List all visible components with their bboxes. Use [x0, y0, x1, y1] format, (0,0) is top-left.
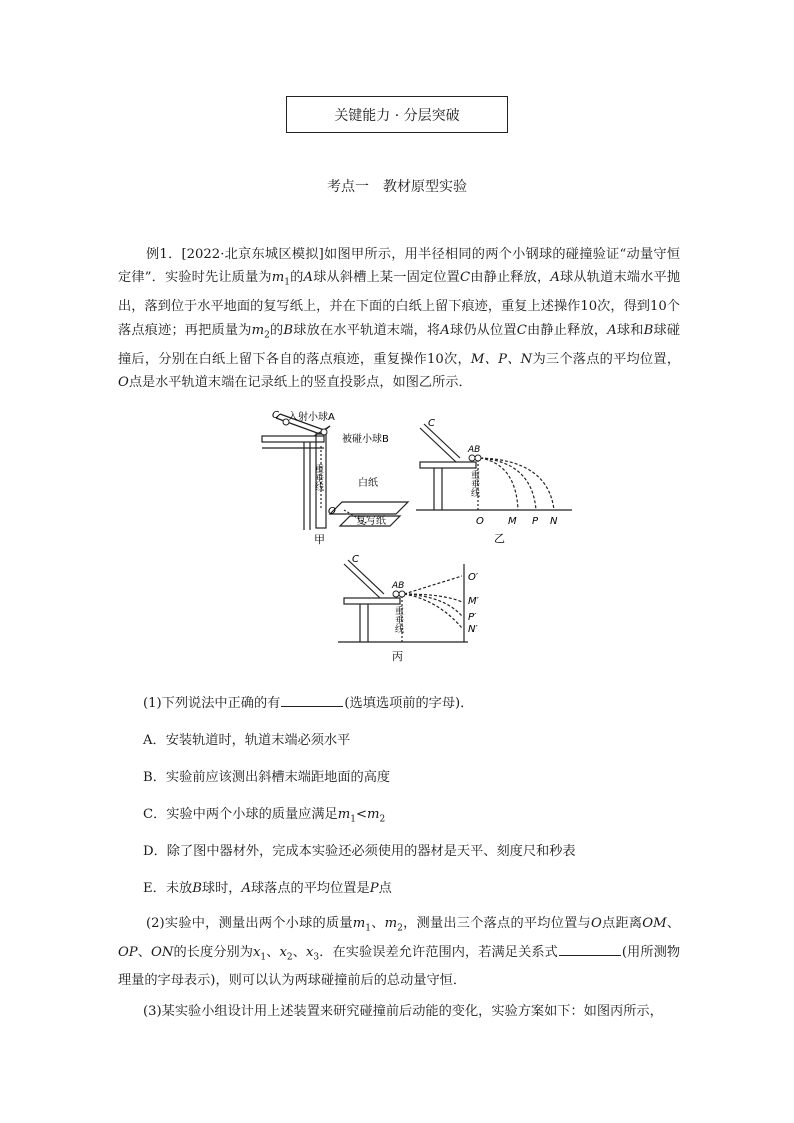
figure-yi [412, 414, 578, 544]
yi-label-c: C [428, 418, 435, 429]
q3-stem: (3)某实验小组设计用上述装置来研究碰撞前后动能的变化，实验方案如下：如图丙所示， [143, 1004, 663, 1019]
jia-label-white: 白纸 [358, 478, 378, 489]
bing-point-n: N′ [468, 624, 478, 635]
yi-point-m: M [508, 516, 517, 527]
jia-label-carbon: 复写纸 [356, 516, 386, 527]
bing-point-m: M′ [468, 596, 479, 607]
yi-point-o: O [476, 516, 484, 527]
bing-point-p: P′ [468, 612, 477, 623]
q1-option-b: B．实验前应该测出斜槽末端距地面的高度 [143, 770, 391, 785]
jia-label-c: C [272, 410, 279, 421]
jia-label-o: O [328, 506, 336, 517]
q1-stem: (1)下列说法中正确的有 (选填选项前的字母)． [143, 692, 473, 711]
subsection-heading: 考点一 教材原型实验 [327, 179, 467, 195]
bing-caption: 丙 [392, 650, 403, 663]
bing-label-plumb: 重垂线 [393, 606, 403, 633]
q1-answer-blank[interactable] [281, 693, 343, 707]
section-title: 关键能力 · 分层突破 [334, 107, 460, 124]
jia-label-incident: 入射小球A [288, 412, 335, 423]
q1-option-c: C．实验中两个小球的质量应满足$m_1<m_2$ [143, 807, 386, 825]
figure-jia [258, 406, 426, 546]
q2-paragraph: (2)实验中，测量出两个小球的质量$m_1$、$m_2$，测量出三个落点的平均位置与O点距离OM、OP、ON的长度分别为$x_1$、$x_2$、$x_3$．在实验误差允许范围内，若满足关系式 (用所测物理量的字母表示)，则可以认为两球碰撞前后的总动量守恒． [118, 916, 681, 989]
q1-option-a: A．安装轨道时，轨道末端必须水平 [143, 733, 351, 748]
jia-caption: 甲 [314, 533, 325, 546]
bing-label-c: C [352, 554, 359, 565]
jia-label-plumb: 重垂线 [313, 464, 323, 491]
jia-label-target: 被碰小球B [342, 434, 389, 445]
yi-label-ab: AB [468, 445, 481, 455]
yi-label-plumb: 重垂线 [469, 470, 479, 497]
yi-point-n: N [550, 516, 558, 527]
yi-caption: 乙 [494, 532, 505, 544]
yi-point-p: P [532, 516, 539, 527]
q1-option-e: E．未放B球时，A球落点的平均位置是P点 [143, 881, 392, 896]
q2-answer-blank[interactable] [559, 942, 621, 956]
bing-label-ab: AB [392, 581, 405, 591]
bing-point-o: O′ [468, 572, 479, 583]
example-paragraph: 例1．[2022·北京东城区模拟]如图甲所示，用半径相同的两个小钢球的碰撞验证“动量守恒定律”．实验时先让质量为$m_1$的A球从斜槽上某一固定位置C由静止释放，A球从轨道末端水平抛出，落到位于水平地面的复写纸上，并在下面的白纸上留下痕迹，重复上述操作10次，得到10个落点痕迹；再把质量为$m_2$的B球放在水平轨道末端，将A球仍从位置C由静止释放，A球和B球碰撞后，分别在白纸上留下各自的落点痕迹，重复操作10次，M、P、N为三个落点的平均位置，O点是水平轨道末端在记录纸上的竖直投影点，如图乙所示． [118, 247, 681, 391]
figure-bing [334, 552, 498, 664]
section-title-box [286, 96, 508, 133]
q1-option-d: D．除了图中器材外，完成本实验还必须使用的器材是天平、刻度尺和秒表 [143, 844, 576, 859]
